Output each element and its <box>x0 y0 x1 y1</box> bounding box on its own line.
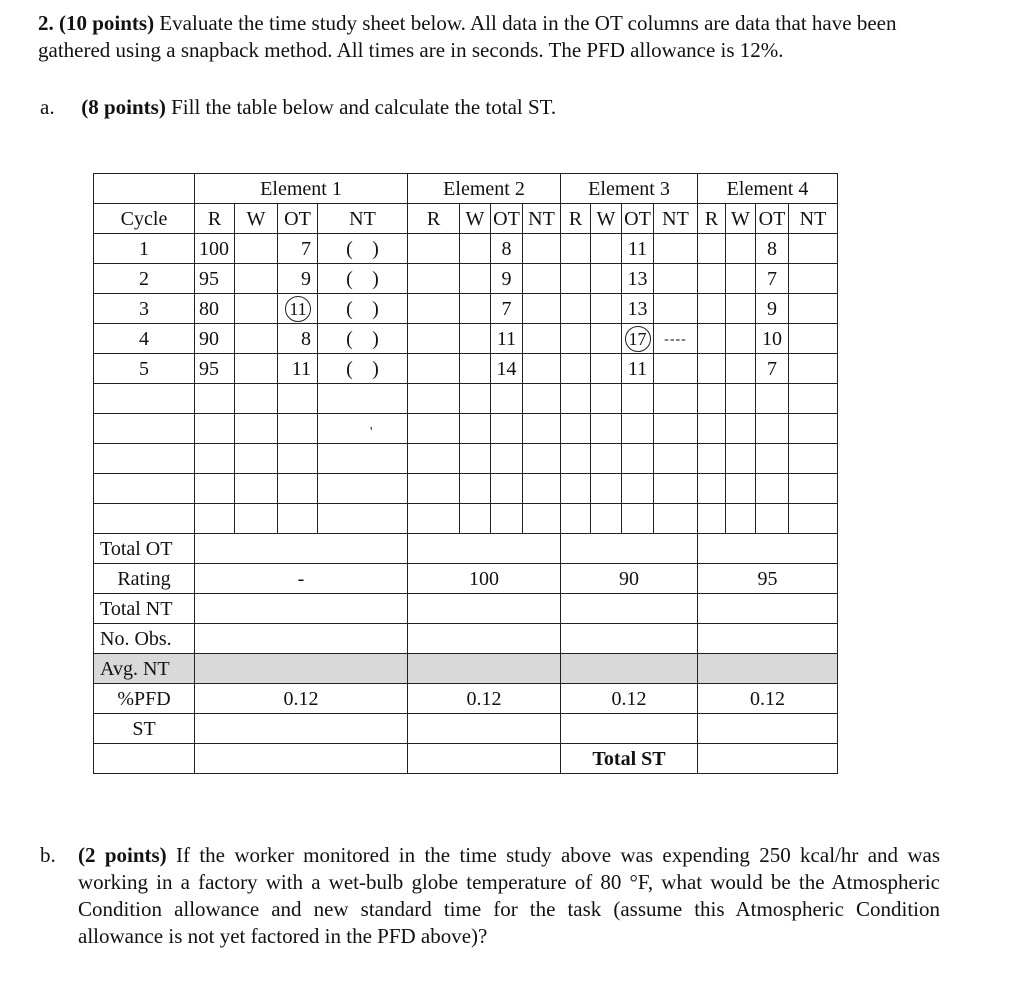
part-a-label: a. <box>40 95 55 119</box>
total-st-label: Total ST <box>561 744 698 774</box>
table-row <box>94 354 838 384</box>
table-row <box>94 294 838 324</box>
nt-cell[interactable] <box>789 354 838 384</box>
empty-cell[interactable] <box>278 384 318 414</box>
e2-rating[interactable]: 100 <box>408 564 561 594</box>
ot-cell[interactable]: 11 <box>278 354 318 384</box>
r-cell[interactable] <box>561 324 591 354</box>
cycle-cell: 1 <box>94 234 195 264</box>
empty-cell[interactable] <box>491 444 523 474</box>
empty-cell[interactable] <box>460 384 491 414</box>
e2-no-obs[interactable] <box>408 624 561 654</box>
nt-cell[interactable] <box>523 324 561 354</box>
w-cell[interactable] <box>726 264 756 294</box>
empty-cell[interactable] <box>789 504 838 534</box>
empty-cell[interactable] <box>523 504 561 534</box>
empty-cell[interactable] <box>622 444 654 474</box>
no-obs-label: No. Obs. <box>94 624 195 654</box>
summary-row-total-st <box>94 744 838 774</box>
e1-rating[interactable]: - <box>195 564 408 594</box>
empty-cell[interactable] <box>460 414 491 444</box>
empty-cell[interactable] <box>235 504 278 534</box>
empty-cell[interactable] <box>318 444 408 474</box>
e1-nt-header: NT <box>318 204 408 234</box>
empty-cell[interactable] <box>622 504 654 534</box>
e3-ot-header: OT <box>622 204 654 234</box>
empty-cell[interactable] <box>561 444 591 474</box>
nt-cell[interactable]: ( ) <box>318 294 408 324</box>
ot-cell[interactable]: 9 <box>491 264 523 294</box>
empty-cell[interactable] <box>408 384 460 414</box>
blank-cell <box>195 744 408 774</box>
empty-cell[interactable] <box>622 384 654 414</box>
empty-cell[interactable] <box>195 384 235 414</box>
nt-cell[interactable]: ( ) <box>318 264 408 294</box>
summary-row-pfd <box>94 684 838 714</box>
time-study-table <box>93 173 838 774</box>
e3-nt-header: NT <box>654 204 698 234</box>
w-cell[interactable] <box>591 264 622 294</box>
empty-cell[interactable] <box>523 444 561 474</box>
e4-w-header: W <box>726 204 756 234</box>
r-cell[interactable] <box>408 294 460 324</box>
e2-st[interactable] <box>408 714 561 744</box>
part-a-points: (8 points) <box>81 95 166 119</box>
ot-cell-circled[interactable] <box>622 324 654 354</box>
e4-pfd[interactable]: 0.12 <box>698 684 838 714</box>
part-b-label: b. <box>40 843 56 867</box>
w-cell[interactable] <box>235 264 278 294</box>
empty-cell[interactable] <box>235 414 278 444</box>
nt-cell[interactable] <box>523 354 561 384</box>
empty-cell[interactable] <box>698 474 726 504</box>
nt-cell[interactable]: ( ) <box>318 234 408 264</box>
w-cell[interactable] <box>460 294 491 324</box>
ot-cell[interactable]: 11 <box>622 234 654 264</box>
e2-w-header: W <box>460 204 491 234</box>
empty-cell[interactable] <box>561 414 591 444</box>
ot-cell[interactable]: 7 <box>756 354 789 384</box>
ot-cell[interactable]: 14 <box>491 354 523 384</box>
summary-row-st <box>94 714 838 744</box>
question-body: Evaluate the time study sheet below. All data in the OT columns are data that have been gathered using a snapback method. All times are in seconds. The PFD allowance is 12%. <box>38 11 897 62</box>
ot-cell[interactable]: 9 <box>756 294 789 324</box>
empty-cell <box>94 414 195 444</box>
empty-cell[interactable] <box>523 414 561 444</box>
e4-no-obs[interactable] <box>698 624 838 654</box>
empty-cell[interactable] <box>622 414 654 444</box>
e1-no-obs[interactable] <box>195 624 408 654</box>
e4-st[interactable] <box>698 714 838 744</box>
empty-cell[interactable] <box>491 474 523 504</box>
w-cell[interactable] <box>235 234 278 264</box>
empty-row <box>94 504 838 534</box>
total-ot-label: Total OT <box>94 534 195 564</box>
empty-cell[interactable] <box>460 444 491 474</box>
summary-row-total-nt <box>94 594 838 624</box>
r-cell[interactable] <box>561 264 591 294</box>
column-header-row <box>94 204 838 234</box>
empty-cell[interactable] <box>654 504 698 534</box>
e1-total-ot[interactable] <box>195 534 408 564</box>
corner-cell <box>94 174 195 204</box>
ot-cell[interactable]: 11 <box>622 354 654 384</box>
empty-cell[interactable] <box>654 474 698 504</box>
e3-r-header: R <box>561 204 591 234</box>
e3-avg-nt[interactable] <box>561 654 698 684</box>
empty-cell[interactable] <box>408 474 460 504</box>
empty-cell[interactable] <box>278 444 318 474</box>
e3-pfd[interactable]: 0.12 <box>561 684 698 714</box>
empty-cell[interactable] <box>789 474 838 504</box>
avg-nt-label: Avg. NT <box>94 654 195 684</box>
e2-total-ot[interactable] <box>408 534 561 564</box>
rating-cell[interactable]: 90 <box>195 324 235 354</box>
nt-cell[interactable] <box>654 324 698 354</box>
ot-cell[interactable]: 11 <box>491 324 523 354</box>
empty-cell[interactable] <box>698 384 726 414</box>
empty-cell <box>94 504 195 534</box>
empty-cell[interactable] <box>278 504 318 534</box>
w-cell[interactable] <box>726 234 756 264</box>
empty-cell[interactable] <box>408 504 460 534</box>
r-cell[interactable] <box>561 294 591 324</box>
empty-cell[interactable] <box>561 384 591 414</box>
empty-cell[interactable] <box>318 384 408 414</box>
w-cell[interactable] <box>235 354 278 384</box>
empty-cell[interactable] <box>789 414 838 444</box>
empty-cell[interactable] <box>756 384 789 414</box>
e1-avg-nt[interactable] <box>195 654 408 684</box>
summary-row-avg-nt <box>94 654 838 684</box>
w-cell[interactable] <box>591 234 622 264</box>
nt-cell[interactable] <box>523 234 561 264</box>
e4-nt-header: NT <box>789 204 838 234</box>
w-cell[interactable] <box>726 294 756 324</box>
empty-cell[interactable] <box>789 444 838 474</box>
r-cell[interactable] <box>698 324 726 354</box>
part-a <box>40 94 940 121</box>
r-cell[interactable] <box>698 264 726 294</box>
empty-row <box>94 414 838 444</box>
empty-cell[interactable] <box>726 444 756 474</box>
empty-cell[interactable] <box>408 444 460 474</box>
summary-row-no-obs <box>94 624 838 654</box>
question-text <box>38 10 958 64</box>
w-cell[interactable] <box>460 354 491 384</box>
empty-cell[interactable] <box>756 474 789 504</box>
pfd-label: %PFD <box>94 684 195 714</box>
e2-r-header: R <box>408 204 460 234</box>
empty-cell[interactable] <box>235 384 278 414</box>
empty-cell[interactable] <box>561 474 591 504</box>
empty-cell[interactable] <box>756 444 789 474</box>
empty-cell[interactable] <box>318 504 408 534</box>
stray-mark: ' <box>370 425 373 440</box>
empty-cell[interactable] <box>789 384 838 414</box>
w-cell[interactable] <box>460 234 491 264</box>
ot-cell[interactable]: 9 <box>278 264 318 294</box>
question-number: 2. <box>38 11 54 35</box>
empty-cell[interactable] <box>491 414 523 444</box>
st-label: ST <box>94 714 195 744</box>
nt-cell[interactable] <box>654 354 698 384</box>
r-cell[interactable] <box>408 324 460 354</box>
e3-w-header: W <box>591 204 622 234</box>
e1-pfd[interactable]: 0.12 <box>195 684 408 714</box>
nt-cell[interactable] <box>654 234 698 264</box>
r-cell[interactable] <box>408 264 460 294</box>
empty-cell[interactable] <box>195 444 235 474</box>
empty-cell[interactable] <box>523 384 561 414</box>
part-a-text: Fill the table below and calculate the total ST. <box>171 95 557 119</box>
empty-cell[interactable] <box>460 474 491 504</box>
empty-cell[interactable] <box>278 474 318 504</box>
summary-row-total-ot <box>94 534 838 564</box>
w-cell[interactable] <box>726 354 756 384</box>
e4-r-header: R <box>698 204 726 234</box>
empty-cell <box>94 444 195 474</box>
e3-rating[interactable]: 90 <box>561 564 698 594</box>
empty-cell[interactable] <box>756 414 789 444</box>
table-row <box>94 234 838 264</box>
empty-cell[interactable] <box>408 414 460 444</box>
r-cell[interactable] <box>698 294 726 324</box>
e3-total-nt[interactable] <box>561 594 698 624</box>
empty-cell[interactable] <box>195 504 235 534</box>
empty-cell[interactable] <box>698 414 726 444</box>
ot-cell[interactable]: 7 <box>491 294 523 324</box>
empty-row <box>94 474 838 504</box>
empty-cell[interactable] <box>756 504 789 534</box>
ot-cell[interactable]: 8 <box>491 234 523 264</box>
dashes-mark: ---- <box>664 332 687 347</box>
ot-cell[interactable]: 13 <box>622 264 654 294</box>
e1-w-header: W <box>235 204 278 234</box>
e1-st[interactable] <box>195 714 408 744</box>
nt-cell[interactable] <box>789 324 838 354</box>
e2-ot-header: OT <box>491 204 523 234</box>
e1-r-header: R <box>195 204 235 234</box>
circled-outlier-mark: 17 <box>625 326 651 352</box>
empty-row <box>94 444 838 474</box>
e4-ot-header: OT <box>756 204 789 234</box>
empty-cell[interactable] <box>491 384 523 414</box>
empty-cell[interactable] <box>622 474 654 504</box>
empty-cell[interactable] <box>318 414 408 444</box>
ot-cell[interactable]: 8 <box>278 324 318 354</box>
empty-cell[interactable] <box>591 444 622 474</box>
empty-cell[interactable] <box>591 384 622 414</box>
nt-cell[interactable] <box>523 294 561 324</box>
empty-cell[interactable] <box>726 474 756 504</box>
nt-cell[interactable] <box>789 264 838 294</box>
e2-pfd[interactable]: 0.12 <box>408 684 561 714</box>
empty-cell[interactable] <box>654 444 698 474</box>
empty-cell[interactable] <box>698 444 726 474</box>
cycle-cell: 3 <box>94 294 195 324</box>
empty-cell[interactable] <box>318 474 408 504</box>
part-b <box>40 842 940 950</box>
r-cell[interactable] <box>408 234 460 264</box>
rating-cell[interactable]: 80 <box>195 294 235 324</box>
empty-cell[interactable] <box>591 474 622 504</box>
total-st-value[interactable] <box>698 744 838 774</box>
rating-cell[interactable]: 95 <box>195 264 235 294</box>
empty-cell[interactable] <box>698 504 726 534</box>
summary-row-rating <box>94 564 838 594</box>
empty-cell[interactable] <box>460 504 491 534</box>
w-cell[interactable] <box>235 324 278 354</box>
w-cell[interactable] <box>726 324 756 354</box>
empty-cell[interactable] <box>561 504 591 534</box>
rating-cell[interactable]: 100 <box>195 234 235 264</box>
empty-cell[interactable] <box>654 414 698 444</box>
w-cell[interactable] <box>460 324 491 354</box>
ot-cell[interactable]: 8 <box>756 234 789 264</box>
nt-cell[interactable] <box>789 294 838 324</box>
table-row <box>94 324 838 354</box>
cycle-cell: 5 <box>94 354 195 384</box>
w-cell[interactable] <box>591 324 622 354</box>
ot-cell[interactable]: 10 <box>756 324 789 354</box>
w-cell[interactable] <box>235 294 278 324</box>
cycle-cell: 2 <box>94 264 195 294</box>
nt-cell[interactable] <box>654 264 698 294</box>
e3-st[interactable] <box>561 714 698 744</box>
e2-avg-nt[interactable] <box>408 654 561 684</box>
r-cell[interactable] <box>561 354 591 384</box>
nt-cell[interactable]: ( ) <box>318 324 408 354</box>
e1-ot-header: OT <box>278 204 318 234</box>
empty-cell <box>94 474 195 504</box>
e4-total-ot[interactable] <box>698 534 838 564</box>
empty-cell[interactable] <box>491 504 523 534</box>
empty-cell[interactable] <box>726 504 756 534</box>
cycle-header: Cycle <box>94 204 195 234</box>
e4-rating[interactable]: 95 <box>698 564 838 594</box>
empty-row <box>94 384 838 414</box>
question-points: (10 points) <box>59 11 155 35</box>
e2-total-nt[interactable] <box>408 594 561 624</box>
ot-cell-circled[interactable] <box>278 294 318 324</box>
r-cell[interactable] <box>698 234 726 264</box>
blank-cell <box>94 744 195 774</box>
empty-cell[interactable] <box>195 474 235 504</box>
blank-cell <box>408 744 561 774</box>
e4-total-nt[interactable] <box>698 594 838 624</box>
part-b-text: If the worker monitored in the time study above was expending 250 kcal/hr and was working in a factory with a wet-bulb globe temperature of 80 °F, what would be the Atmospheric Condition allowance and new standard time for the task (assume this Atmospheric Condition allowance is not yet factored in the PFD above)? <box>78 843 941 948</box>
e3-no-obs[interactable] <box>561 624 698 654</box>
element-1-header: Element 1 <box>195 174 408 204</box>
r-cell[interactable] <box>561 234 591 264</box>
rating-cell[interactable]: 95 <box>195 354 235 384</box>
empty-cell[interactable] <box>726 384 756 414</box>
empty-cell[interactable] <box>278 414 318 444</box>
empty-cell[interactable] <box>235 474 278 504</box>
nt-cell[interactable] <box>523 264 561 294</box>
empty-cell[interactable] <box>195 414 235 444</box>
empty-cell[interactable] <box>591 504 622 534</box>
nt-cell[interactable] <box>789 234 838 264</box>
rating-label: Rating <box>94 564 195 594</box>
empty-cell <box>94 384 195 414</box>
e2-nt-header: NT <box>523 204 561 234</box>
empty-cell[interactable] <box>235 444 278 474</box>
w-cell[interactable] <box>460 264 491 294</box>
element-header-row <box>94 174 838 204</box>
nt-cell[interactable]: ( ) <box>318 354 408 384</box>
e1-total-nt[interactable] <box>195 594 408 624</box>
element-4-header: Element 4 <box>698 174 838 204</box>
circled-outlier-mark: 11 <box>285 296 311 322</box>
ot-cell[interactable]: 13 <box>622 294 654 324</box>
cycle-cell: 4 <box>94 324 195 354</box>
e4-avg-nt[interactable] <box>698 654 838 684</box>
empty-cell[interactable] <box>523 474 561 504</box>
empty-cell[interactable] <box>654 384 698 414</box>
w-cell[interactable] <box>591 294 622 324</box>
element-3-header: Element 3 <box>561 174 698 204</box>
element-2-header: Element 2 <box>408 174 561 204</box>
r-cell[interactable] <box>698 354 726 384</box>
ot-cell[interactable]: 7 <box>278 234 318 264</box>
table-row <box>94 264 838 294</box>
w-cell[interactable] <box>591 354 622 384</box>
part-b-points: (2 points) <box>78 843 167 867</box>
empty-cell[interactable] <box>591 414 622 444</box>
ot-cell[interactable]: 7 <box>756 264 789 294</box>
nt-cell[interactable] <box>654 294 698 324</box>
total-nt-label: Total NT <box>94 594 195 624</box>
empty-cell[interactable] <box>726 414 756 444</box>
r-cell[interactable] <box>408 354 460 384</box>
e3-total-ot[interactable] <box>561 534 698 564</box>
